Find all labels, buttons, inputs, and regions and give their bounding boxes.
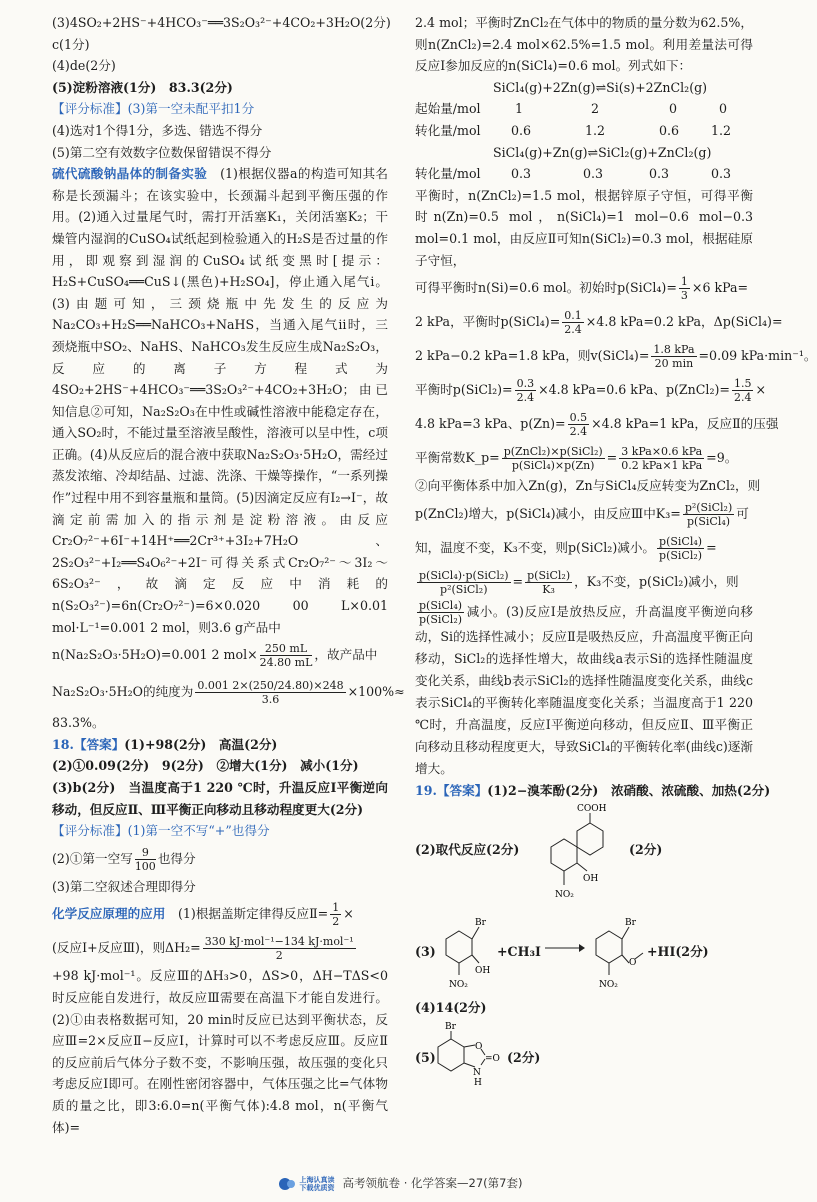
table-row-change-2 bbox=[415, 163, 753, 185]
cell: 0.6 bbox=[511, 122, 532, 138]
equation-line: 平衡常数K_p= $\frac{\text{p(ZnCl₂)×p(SiCl₂)}}{\text{p(SiCl₄)×p(Zn)}}$ = $\frac{\text{3 kPa×0.6 kPa}}{\text{0.2 kPa×1 kPa}}$ =9。 bbox=[415, 445, 738, 473]
cell: 2 bbox=[591, 101, 600, 117]
answer-3 bbox=[415, 913, 753, 997]
reaction-1: SiCl₄(g)+2Zn(g)⇌Si(s)+2ZnCl₂(g) bbox=[493, 79, 708, 95]
cell: 0.6 bbox=[659, 122, 680, 138]
cell: 0.3 bbox=[583, 166, 604, 182]
answer-4: (4)14(2分) bbox=[415, 1000, 487, 1016]
svg-text:Br: Br bbox=[625, 918, 636, 929]
structure-biphenyl bbox=[533, 801, 623, 913]
arrow-icon bbox=[545, 943, 585, 953]
table-row-start bbox=[415, 98, 753, 120]
table-row-change bbox=[415, 120, 753, 142]
answer-3-label: (3) bbox=[415, 944, 436, 960]
equation-line: p(ZnCl₂)增大，p(SiCl₄)减小，由反应Ⅲ中K₃= $\frac{\text{p²(SiCl₂)}}{\text{p(SiCl₄)}}$ 可 bbox=[415, 500, 749, 528]
cell: 0 bbox=[719, 101, 728, 117]
right-column bbox=[415, 12, 817, 1089]
cell: 0 bbox=[669, 101, 678, 117]
question-19: 19.【答案】(1)2−溴苯酚(2分) 浓硝酸、浓硫酸、加热(2分) bbox=[415, 782, 771, 798]
answer-line: (3)第二空叙述合理即得分 bbox=[52, 878, 196, 894]
answer-2-score: (2分) bbox=[629, 842, 663, 858]
oh-label: OH bbox=[583, 874, 599, 885]
svg-text:NO₂: NO₂ bbox=[449, 980, 468, 991]
explanation-paragraph: +98 kJ·mol⁻¹。反应Ⅲ的ΔH₃>0，ΔS>0，ΔH−TΔS<0时反应能自发进行，故反应Ⅲ需要在高温下才能自发进行。(2)①由表格数据可知，20 min时反应已达到平衡状态，反应Ⅲ=2×反应Ⅱ−反应Ⅰ，计算时可以不考虑反应Ⅲ。反应Ⅱ的反应前后气体分子数不变，不影响压强，故压强的变化只考虑反应Ⅰ即可。在刚性密闭容器中，气体压强之比=气体物质的量之比，即3:6.0=n(平衡气体):4.8 mol，n(平衡气体)= bbox=[52, 968, 388, 1135]
svg-text:Br: Br bbox=[475, 918, 486, 929]
svg-text:N: N bbox=[473, 1067, 481, 1078]
question-18: 18.【答案】(1)+98(2分) 高温(2分) bbox=[52, 736, 278, 752]
structure-product bbox=[585, 913, 645, 997]
cell: 1 bbox=[515, 101, 524, 117]
equation-line: Na₂S₂O₃·5H₂O的纯度为 $\frac{0.001 2\times(250/24.80)\times 248}{3.6}$ ×100%≈ bbox=[52, 679, 405, 707]
answer-line: (4)选对1个得1分，多选、错选不得分 bbox=[52, 122, 263, 138]
answer-5 bbox=[415, 1019, 753, 1089]
svg-text:O: O bbox=[475, 1041, 483, 1052]
grading-note: 【评分标准】(3)第一空未配平扣1分 bbox=[52, 101, 255, 117]
fraction: $\frac{9}{100}$ bbox=[134, 845, 156, 873]
left-column bbox=[52, 12, 405, 1138]
answer-line: (3)b(2分) 当温度高于1 220 ℃时，升温反应Ⅰ平衡逆向移动，但反应Ⅱ、Ⅲ平衡正向移动且移动程度更大(2分) bbox=[52, 780, 388, 817]
answer-line: (3)4SO₂+2HS⁻+4HCO₃⁻══3S₂O₃²⁻+4CO₂+3H₂O(2分) bbox=[52, 15, 391, 30]
paragraph: 平衡时，n(ZnCl₂)=1.5 mol，根据锌原子守恒，可得平衡时n(Zn)=0.5 mol，n(SiCl₄)=1 mol−0.6 mol−0.3 mol=0.1 mol，由反应Ⅱ可知n(SiCl₂)=0.3 mol，根据硅原子守恒， bbox=[415, 187, 753, 268]
equation-line: (反应Ⅰ+反应Ⅲ)，则ΔH₂= $\frac{\text{330 kJ·mol⁻¹−134 kJ·mol⁻¹}}{2}$ bbox=[52, 935, 354, 963]
no2-label: NO₂ bbox=[555, 890, 574, 901]
fraction: $\frac{0.001 2\times(250/24.80)\times 248}{3.6}$ bbox=[197, 679, 344, 707]
answer-line: (5)第二空有效数字位数保留错误不得分 bbox=[52, 144, 272, 160]
cell: 0.3 bbox=[711, 166, 732, 182]
structure-benzoxazolone bbox=[433, 1019, 513, 1089]
fraction: $\frac{250 mL}{24.80 mL}$ bbox=[259, 642, 313, 670]
fraction: $\frac{1}{2}$ bbox=[332, 901, 340, 929]
row-label: 起始量/mol bbox=[415, 101, 481, 117]
equation-line: 知，温度不变，K₃不变，则p(SiCl₂)减小。 $\frac{\text{p(SiCl₄)}}{\text{p(SiCl₂)}}$ = bbox=[415, 534, 717, 562]
answer-line: (2)①0.09(2分) 9(2分) ②增大(1分) 减小(1分) bbox=[52, 758, 359, 774]
reagent-text: +CH₃I bbox=[497, 944, 541, 960]
equation-line: $\frac{\text{p(SiCl₄)·p(SiCl₂)}}{\text{p²(SiCl₂)}}$ = $\frac{\text{p(SiCl₂)}}{\text{K₃}}$ ，K₃不变，p(SiCl₂)减小，则 bbox=[419, 568, 739, 596]
equation-line: (2)①第一空写 $\frac{9}{100}$ 也得分 bbox=[52, 845, 196, 873]
answer-line: 83.3%。 bbox=[52, 715, 105, 731]
cell: 1.2 bbox=[711, 122, 732, 138]
structure-reactant bbox=[431, 913, 491, 997]
svg-text:NO₂: NO₂ bbox=[599, 980, 618, 991]
equation-line: n(Na₂S₂O₃·5H₂O)=0.001 2 mol× $\frac{250 mL}{24.80 mL}$ ，故产品中 bbox=[52, 642, 378, 670]
cell: 0.3 bbox=[511, 166, 532, 182]
grading-note: 【评分标准】(1)第一空不写“+”也得分 bbox=[52, 823, 270, 839]
answer-2 bbox=[415, 801, 753, 913]
equation-line: 2 kPa−0.2 kPa=1.8 kPa，则v(SiCl₄)= $\frac{\text{1.8 kPa}}{20 \min}$ =0.09 kPa·min⁻¹。 bbox=[415, 343, 817, 371]
cell: 1.2 bbox=[585, 122, 606, 138]
logo-icon bbox=[278, 1177, 296, 1191]
answer-line: c(1分) bbox=[52, 36, 90, 52]
equation-line: 4.8 kPa=3 kPa、p(Zn)= $\frac{0.5}{2.4}$ ×4.8 kPa=1 kPa，反应Ⅱ的压强 bbox=[415, 411, 779, 439]
answer-5-score: (2分) bbox=[507, 1049, 541, 1065]
logo-text: 上海认真读 下载优质资 bbox=[299, 1175, 335, 1192]
cell: 0.3 bbox=[649, 166, 670, 182]
svg-text:Br: Br bbox=[445, 1021, 456, 1032]
answer-5-label: (5) bbox=[415, 1049, 436, 1065]
equation-line: 平衡时p(SiCl₂)= $\frac{0.3}{2.4}$ ×4.8 kPa=0.6 kPa、p(ZnCl₂)= $\frac{1.5}{2.4}$ × bbox=[415, 377, 767, 405]
row-label: 转化量/mol bbox=[415, 166, 481, 182]
reaction-2: SiCl₄(g)+Zn(g)⇌SiCl₂(g)+ZnCl₂(g) bbox=[493, 144, 712, 160]
svg-text:H: H bbox=[474, 1077, 482, 1088]
equation-line: 可得平衡时n(Si)=0.6 mol。初始时p(SiCl₄)= $\frac{1}{3}$ ×6 kPa= bbox=[415, 275, 749, 303]
equation-line: 2 kPa，平衡时p(SiCl₄)= $\frac{0.1}{2.4}$ ×4.8 kPa=0.2 kPa，Δp(SiCl₄)= bbox=[415, 309, 783, 337]
products-text: +HI(2分) bbox=[647, 944, 709, 960]
answer-line: (5)淀粉溶液(1分) 83.3(2分) bbox=[52, 79, 233, 95]
footer-text: 高考领航卷 · 化学答案—27(第7套) bbox=[342, 1176, 523, 1190]
answer-2-label: (2)取代反应(2分) bbox=[415, 842, 520, 858]
paragraph: ②向平衡体系中加入Zn(g)，Zn与SiCl₄反应转变为ZnCl₂，则 bbox=[415, 478, 761, 494]
paragraph: $\frac{\text{p(SiCl₄)}}{\text{p(SiCl₂)}}$ 减小。(3)反应Ⅰ是放热反应，升高温度平衡逆向移动，Si的选择性减小；反应Ⅱ是吸热反应，升高温度平衡正向移动，SiCl₂的选择性增大，故曲线a表示Si的选择性随温度变化关系，曲线b表示SiCl₂的选择性随温度变化关系，曲线c表示SiCl₄的平衡转化率随温度变化关系；当温度高于1 220 ℃时，升高温度，反应Ⅰ平衡逆向移动，但反应Ⅱ、Ⅲ平衡正向移动且移动程度更大，导致SiCl₄的平衡转化率(曲线c)逐渐增大。 bbox=[415, 598, 753, 776]
answer-line: (4)de(2分) bbox=[52, 58, 116, 74]
svg-text:O: O bbox=[629, 958, 637, 969]
equation-line: 化学反应原理的应用 (1)根据盖斯定律得反应Ⅱ= $\frac{1}{2}$ × bbox=[52, 901, 354, 929]
row-label: 转化量/mol bbox=[415, 122, 481, 138]
svg-text:OH: OH bbox=[475, 966, 491, 977]
svg-text:=O: =O bbox=[485, 1053, 500, 1064]
cooh-label: COOH bbox=[577, 804, 607, 815]
page-footer bbox=[0, 1175, 800, 1192]
section-heading: 硫代硫酸钠晶体的制备实验 bbox=[52, 166, 208, 182]
right-intro: 2.4 mol；平衡时ZnCl₂在气体中的物质的量分数为62.5%，则n(ZnCl₂)=2.4 mol×62.5%=1.5 mol。利用差量法可得反应Ⅰ参加反应的n(SiCl₄)=0.6 mol。列式如下： bbox=[415, 15, 753, 74]
fraction: $\frac{\text{330 kJ·mol⁻¹−134 kJ·mol⁻¹}}{2}$ bbox=[204, 935, 354, 963]
explanation-paragraph: 硫代硫酸钠晶体的制备实验 (1)根据仪器a的构造可知其名称是长颈漏斗；在该实验中，长颈漏斗起到平衡压强的作用。(2)通入过量尾气时，需打开活塞K₁，关闭活塞K₂；干燥管内湿润的CuSO₄试纸起到检验通入的H₂S是否过量的作用，即观察到湿润的CuSO₄试纸变黑时[提示：H₂S+CuSO₄══CuS↓(黑色)+H₂SO₄]，停止通入尾气ⅰ。(3)由题可知，三颈烧瓶中先发生的反应为Na₂CO₃+H₂S══NaHCO₃+NaHS，当通入尾气ⅱ时，三颈烧瓶中SO₂、NaHS、NaHCO₃发生反应生成Na₂S₂O₃，反应的离子方程式为4SO₂+2HS⁻+4HCO₃⁻══3S₂O₃²⁻+4CO₂+3H₂O；由已知信息②可知，Na₂S₂O₃在中性或碱性溶液中能稳定存在，通入SO₂时，不能过量至溶液呈酸性，溶液可以呈中性，c项正确。(4)从反应后的混合液中获取Na₂S₂O₃·5H₂O，需经过蒸发浓缩、冷却结晶、过滤、洗涤、干燥等操作，“一系列操作”过程中用不到容量瓶和量筒。(5)因滴定反应有I₂→I⁻，故滴定前需加入的指示剂是淀粉溶液。由反应Cr₂O₇²⁻+6I⁻+14H⁺══2Cr³⁺+3I₂+7H₂O、2S₂O₃²⁻+I₂══S₄O₆²⁻+2I⁻可得关系式Cr₂O₇²⁻～3I₂～6S₂O₃²⁻，故滴定反应中消耗的n(S₂O₃²⁻)=6n(Cr₂O₇²⁻)=6×0.020 00 L×0.01 mol·L⁻¹=0.001 2 mol，则3.6 g产品中 bbox=[52, 166, 388, 635]
